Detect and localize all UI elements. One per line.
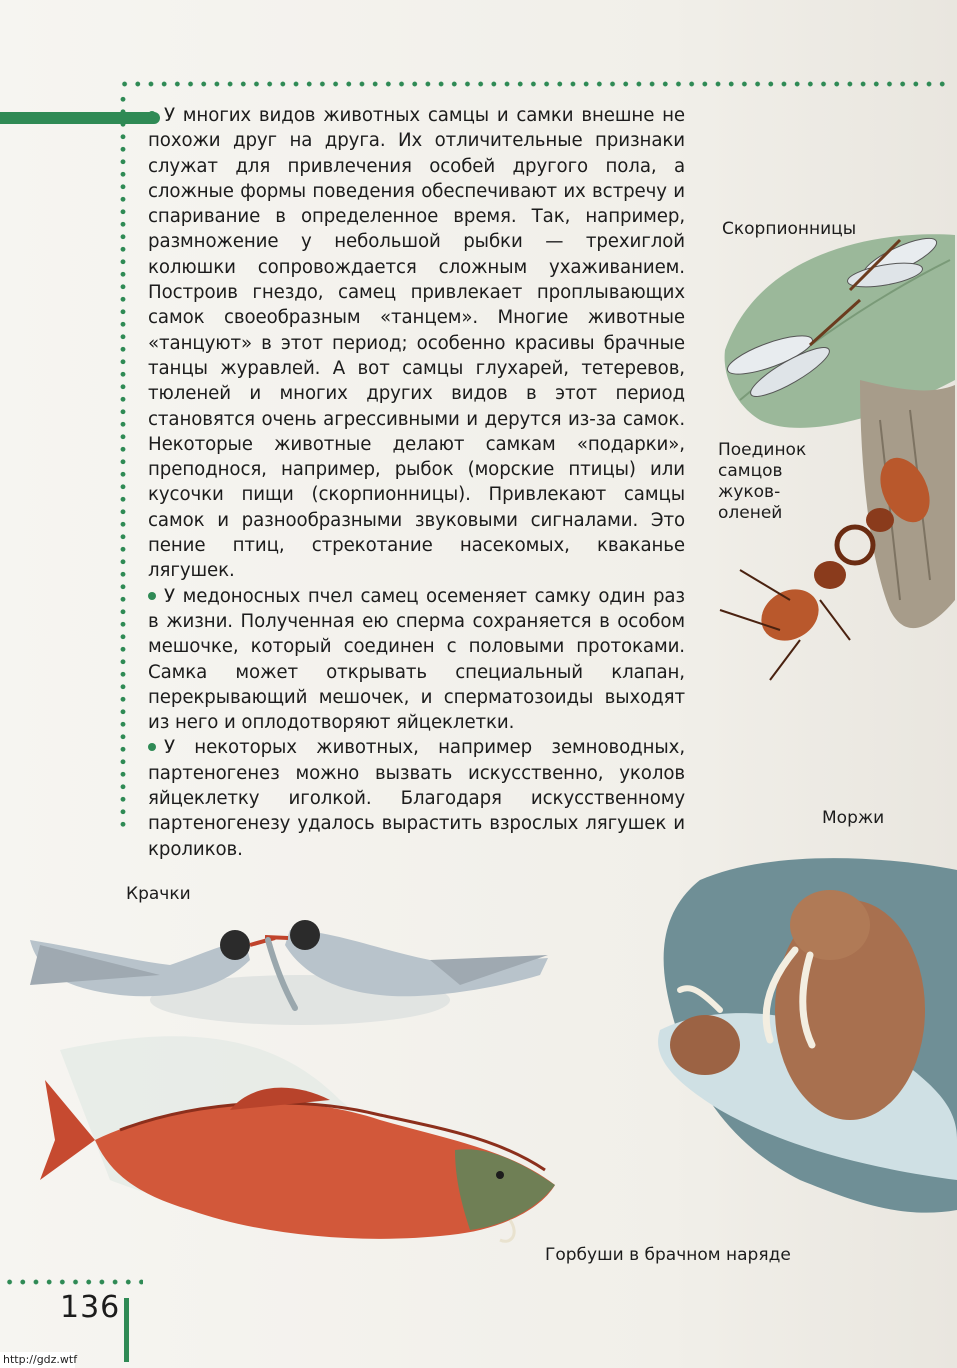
caption-stag-beetles-line-4: оленей bbox=[718, 503, 783, 523]
caption-scorpionflies: Скорпионницы bbox=[722, 219, 857, 239]
page-number-bar bbox=[124, 1298, 129, 1362]
paragraph-3-text: У некоторых животных, например земноводных, партеногенез можно вызвать искусственно, уколов яйцеклетку иголкой. Благодаря искусственному партеногенезу удалось вырастить взрослых лягушек и кроликов. bbox=[148, 737, 685, 860]
terns-illustration bbox=[30, 920, 548, 1025]
body-text bbox=[148, 103, 685, 862]
caption-walruses: Моржи bbox=[822, 808, 885, 828]
caption-stag-beetles-line-1: Поединок bbox=[718, 440, 807, 460]
caption-terns: Крачки bbox=[126, 884, 191, 904]
bullet-icon bbox=[148, 111, 156, 119]
paragraph-1 bbox=[148, 103, 685, 584]
walruses-illustration bbox=[658, 858, 957, 1213]
salmon-illustration bbox=[40, 1036, 555, 1241]
caption-salmon: Горбуши в брачном наряде bbox=[545, 1245, 791, 1265]
bullet-icon bbox=[148, 592, 156, 600]
watermark: http://gdz.wtf bbox=[0, 1352, 75, 1368]
paragraph-2 bbox=[148, 584, 685, 736]
bullet-icon bbox=[148, 743, 156, 751]
paragraph-3 bbox=[148, 735, 685, 861]
page-number: 136 bbox=[60, 1290, 121, 1325]
paragraph-1-text: У многих видов животных самцы и самки внешне не похожи друг на друга. Их отличительные признаки служат для привлечения особей другого пола, а сложные формы поведения обеспечивают их встречу и спаривание в определенное время. Так, например, размножение у небольшой рыбки — трехиглой колюшки сопровождается сложным ухаживанием. Построив гнездо, самец привлекает проплывающих самок своеобразным «танцем». Многие животные «танцуют» в этот период; особенно красивы брачные танцы журавлей. А вот самцы глухарей, тетеревов, тюленей и многих других видов в этот период становятся очень агрессивными и дерутся из-за самок. Некоторые животные делают самкам «подарки», преподнося, например, рыбок (морские птицы) или кусочки пищи (скорпионницы). Привлекают самцы самок и разнообразными звуковыми сигналами. Это пение птиц, стрекотание насекомых, кваканье лягушек. bbox=[148, 105, 685, 582]
caption-stag-beetles-line-3: жуков- bbox=[718, 482, 781, 502]
paragraph-2-text: У медоносных пчел самец осеменяет самку один раз в жизни. Полученная ею сперма сохраняется в особом мешочке, который соединен с половыми протоками. Самка может открывать специальный клапан, перекрывающий мешочек, и сперматозоиды выходят из него и оплодотворяют яйцеклетки. bbox=[148, 585, 685, 734]
caption-stag-beetles bbox=[718, 440, 806, 524]
caption-stag-beetles-line-2: самцов bbox=[718, 461, 783, 481]
stag-beetles-illustration bbox=[720, 380, 955, 680]
